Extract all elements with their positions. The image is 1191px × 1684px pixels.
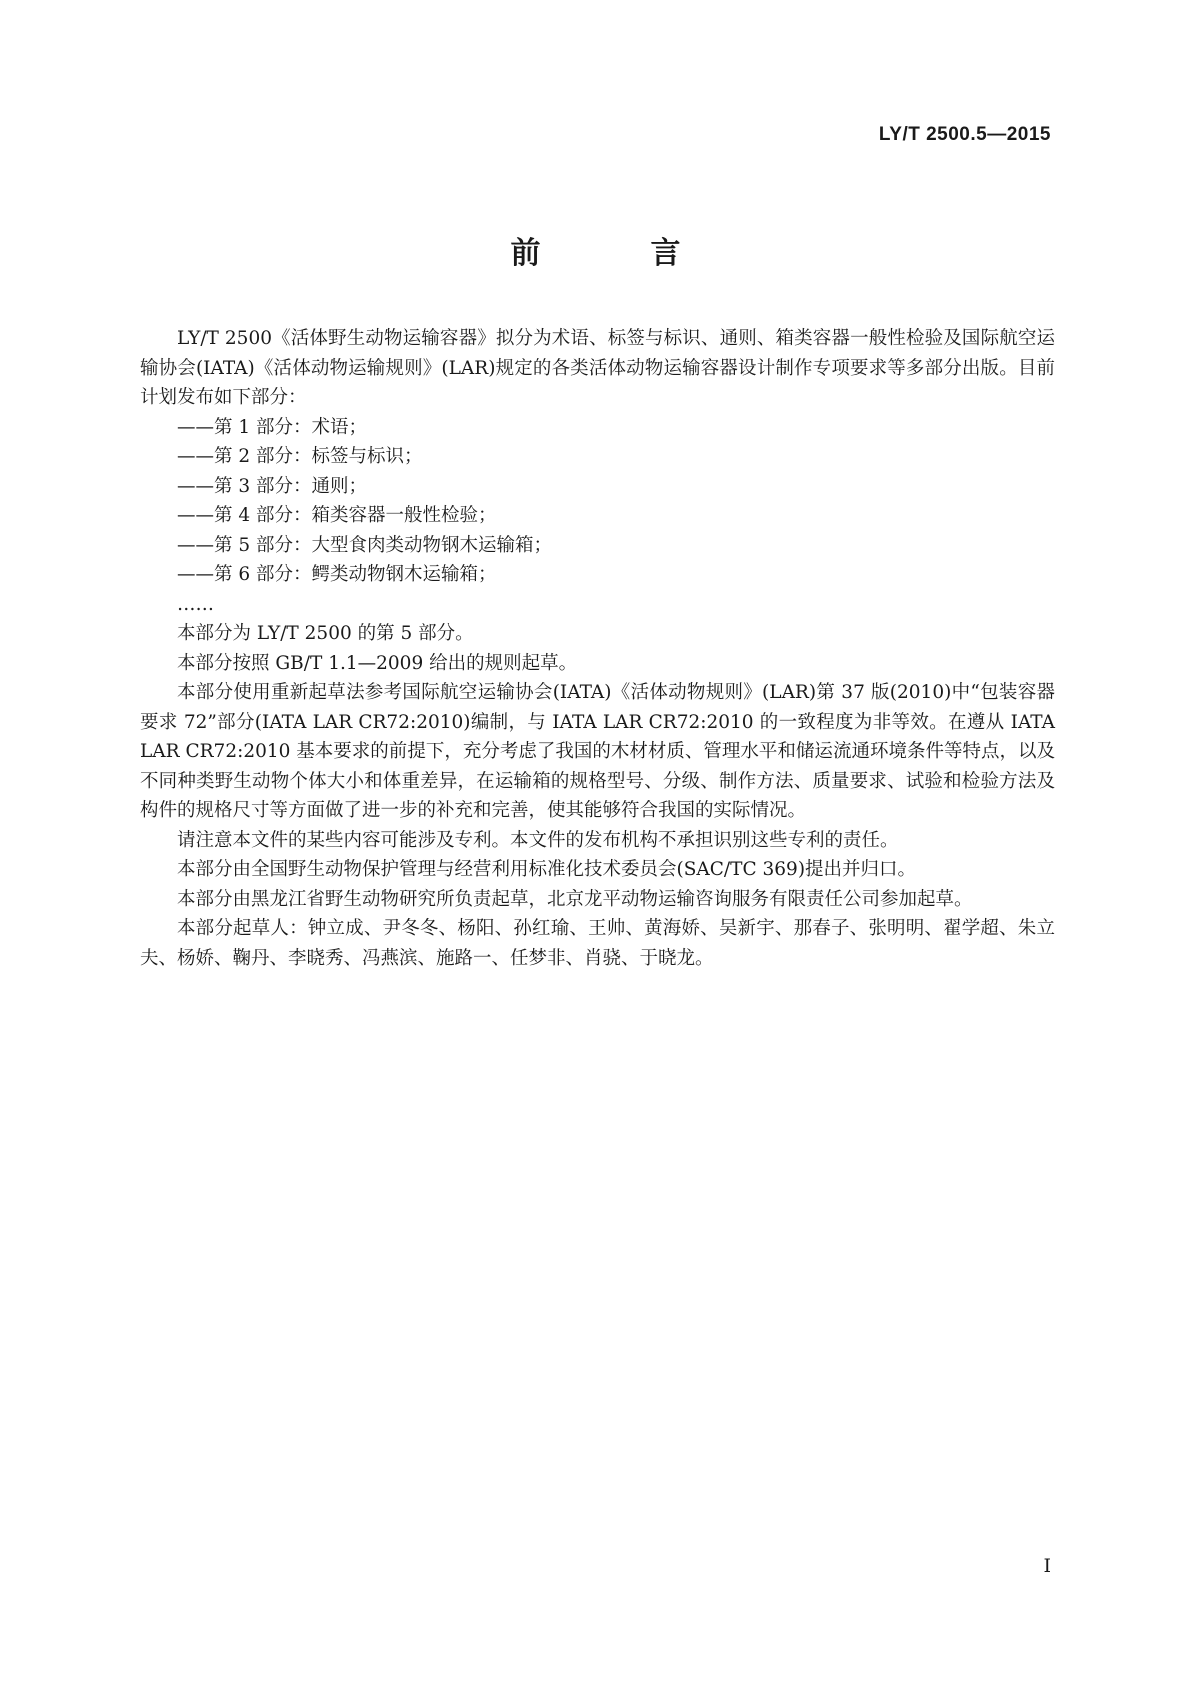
- drafting-rules-paragraph: 本部分按照 GB/T 1.1—2009 给出的规则起草。: [177, 652, 578, 674]
- drafting-units-paragraph: 本部分由黑龙江省野生动物研究所负责起草，北京龙平动物运输咨询服务有限责任公司参加起草。: [177, 888, 973, 910]
- foreword-body: [140, 324, 1055, 973]
- patent-notice-paragraph: 请注意本文件的某些内容可能涉及专利。本文件的发布机构不承担识别这些专利的责任。: [177, 829, 899, 851]
- list-item: ——第 2 部分：标签与标识；: [177, 446, 423, 467]
- list-item: ——第 3 部分：通则；: [177, 475, 368, 497]
- list-item: ——第 5 部分：大型食肉类动物钢木运输箱；: [177, 534, 553, 556]
- list-item: ——第 6 部分：鳄类动物钢木运输箱；: [177, 564, 497, 585]
- reference-method-paragraph: 本部分使用重新起草法参考国际航空运输协会(IATA)《活体动物规则》(LAR)第 37 版(2010)中“包装容器要求 72”部分(IATA LAR CR72:2010)编制，与 IATA LAR CR72:2010 的一致程度为非等效。在遵从 IATA LAR CR72:2010 基本要求的前提下，充分考虑了我国的木材材质、管理水平和储运流通环境条件等特点，以及不同种类野生动物个体大小和体重差异，在运输箱的规格型号、分级、制作方法、质量要求、试验和检验方法及构件的规格尺寸等方面做了进一步的补充和完善，使其能够符合我国的实际情况。: [140, 682, 1055, 821]
- list-item: ——第 4 部分：箱类容器一般性检验；: [177, 505, 497, 526]
- drafters-paragraph: 本部分起草人：钟立成、尹冬冬、杨阳、孙红瑜、王帅、黄海娇、吴新宇、那春子、张明明、翟学超、朱立夫、杨娇、鞠丹、李晓秀、冯燕滨、施路一、任梦非、肖骁、于晓龙。: [140, 918, 1055, 969]
- proposer-paragraph: 本部分由全国野生动物保护管理与经营利用标准化技术委员会(SAC/TC 369)提出并归口。: [177, 859, 917, 880]
- parts-list: [140, 413, 1055, 620]
- list-item: ——第 1 部分：术语；: [177, 416, 368, 438]
- part-statement-paragraph: 本部分为 LY/T 2500 的第 5 部分。: [177, 623, 474, 644]
- page-title: 前 言: [510, 236, 721, 271]
- page-number: I: [1043, 1555, 1051, 1577]
- standard-code: LY/T 2500.5—2015: [878, 124, 1051, 145]
- list-ellipsis: ……: [177, 593, 214, 615]
- intro-paragraph: LY/T 2500《活体野生动物运输容器》拟分为术语、标签与标识、通则、箱类容器一般性检验及国际航空运输协会(IATA)《活体动物运输规则》(LAR)规定的各类活体动物运输容器设计制作专项要求等多部分出版。目前计划发布如下部分：: [140, 328, 1055, 408]
